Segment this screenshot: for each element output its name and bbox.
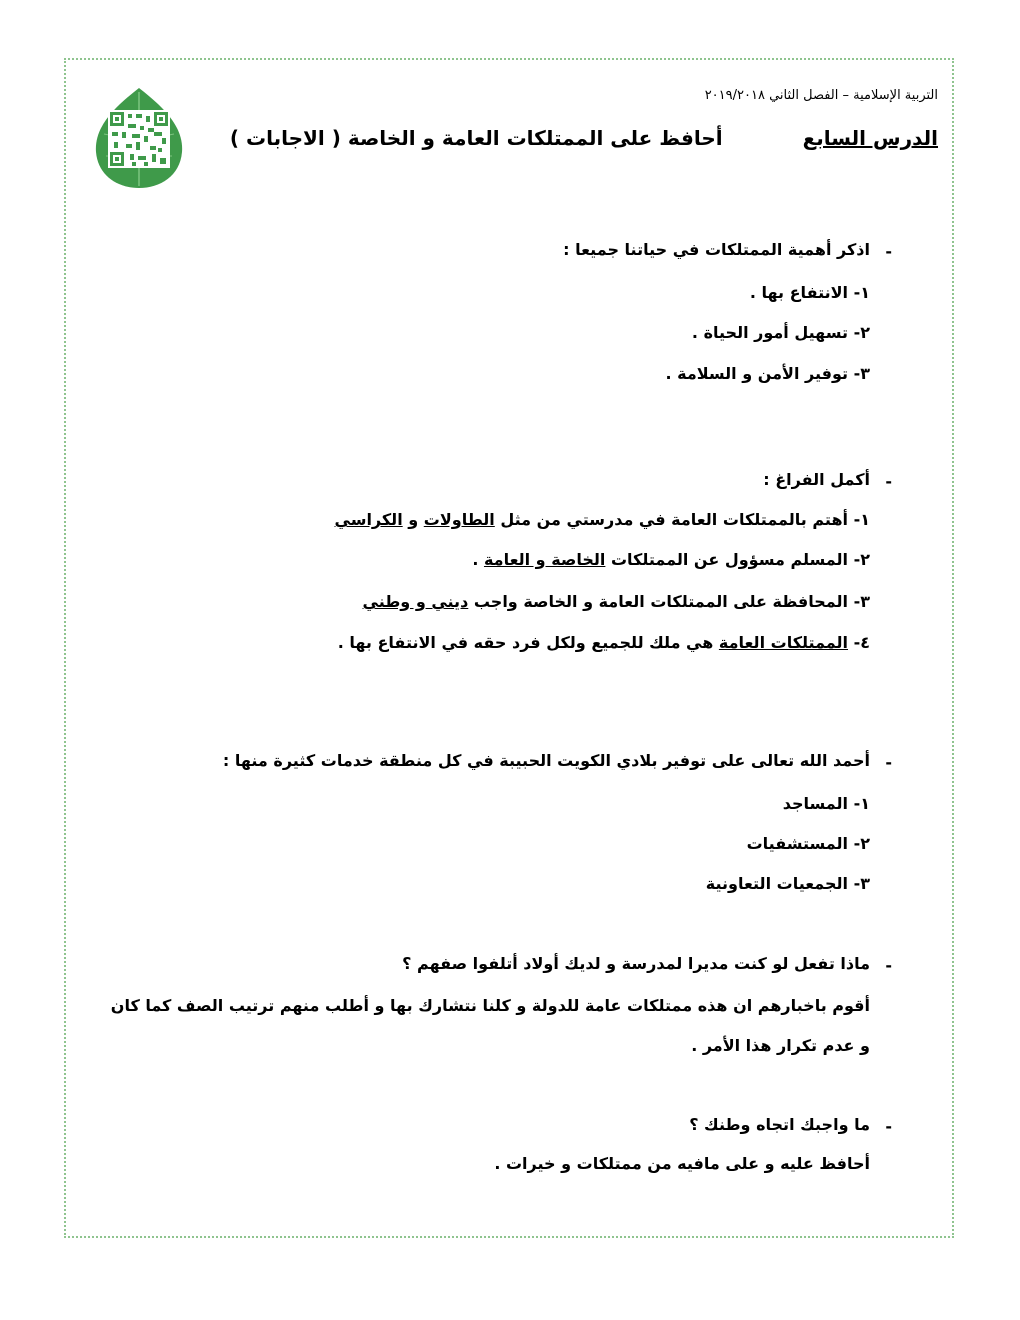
s1-question: اذكر أهمية الممتلكات في حياتنا جميعا : <box>563 240 870 259</box>
s2-i2-post: . <box>472 550 484 569</box>
s1-item-1: ١- الانتفاع بها . <box>749 283 870 302</box>
s5-answer: أحافظ عليه و على مافيه من ممتلكات و خيرات . <box>494 1154 870 1173</box>
s2-i1-answer-2: الكراسي <box>334 510 403 529</box>
bullet-5: - <box>885 1117 892 1136</box>
s2-i1-answer-1: الطاولات <box>423 510 495 529</box>
s2-i3-answer: ديني و وطني <box>362 592 469 611</box>
bullet-3: - <box>885 753 892 772</box>
lesson-label: الدرس السابع <box>802 126 938 150</box>
s3-question: أحمد الله تعالى على توفير بلادي الكويت الحبيبة في كل منطقة خدمات كثيرة منها : <box>222 751 870 770</box>
s1-item-2: ٢- تسهيل أمور الحياة . <box>691 323 870 342</box>
s4-question: ماذا تفعل لو كنت مديرا لمدرسة و لديك أولاد أتلفوا صفهم ؟ <box>402 954 870 973</box>
s2-i4-num: ٤- <box>848 633 870 652</box>
title-row <box>230 126 938 150</box>
s2-item-2 <box>472 550 870 569</box>
s2-question: أكمل الفراغ : <box>763 470 870 489</box>
bullet-4: - <box>885 956 892 975</box>
s2-i1-text: ١- أهتم بالممتلكات العامة في مدرستي من مثل <box>494 510 870 529</box>
s2-i3-text: ٣- المحافظة على الممتلكات العامة و الخاصة واجب <box>468 592 870 611</box>
s2-i2-text: ٢- المسلم مسؤول عن الممتلكات <box>605 550 870 569</box>
s2-item-1 <box>335 510 870 529</box>
subject-term: التربية الإسلامية – الفصل الثاني ٢٠١٩/٢٠١٨ <box>704 88 938 103</box>
s2-i4-answer: الممتلكات العامة <box>718 633 849 652</box>
s3-item-1: ١- المساجد <box>782 794 870 813</box>
s3-item-2: ٢- المستشفيات <box>746 834 870 853</box>
s5-question: ما واجبك اتجاه وطنك ؟ <box>689 1115 870 1134</box>
leaf-qr-logo <box>92 86 186 190</box>
s1-item-3: ٣- توفير الأمن و السلامة . <box>665 364 870 383</box>
s2-item-4 <box>338 633 870 652</box>
bullet-2: - <box>885 472 892 491</box>
s3-item-3: ٣- الجمعيات التعاونية <box>705 874 870 893</box>
s4-answer: أقوم باخبارهم ان هذه ممتلكات عامة للدولة و كلنا نتشارك بها و أطلب منهم ترتيب الصف كما كان و عدم تكرار هذا الأمر . <box>110 996 870 1055</box>
s2-i1-mid: و <box>402 510 424 529</box>
s2-item-3 <box>363 592 870 611</box>
lesson-title: أحافظ على الممتلكات العامة و الخاصة ( الاجابات ) <box>229 126 723 150</box>
s2-i2-answer: الخاصة و العامة <box>483 550 606 569</box>
bullet-1: - <box>885 242 892 261</box>
s2-i4-text: هي ملك للجميع ولكل فرد حقه في الانتفاع بها . <box>337 633 719 652</box>
